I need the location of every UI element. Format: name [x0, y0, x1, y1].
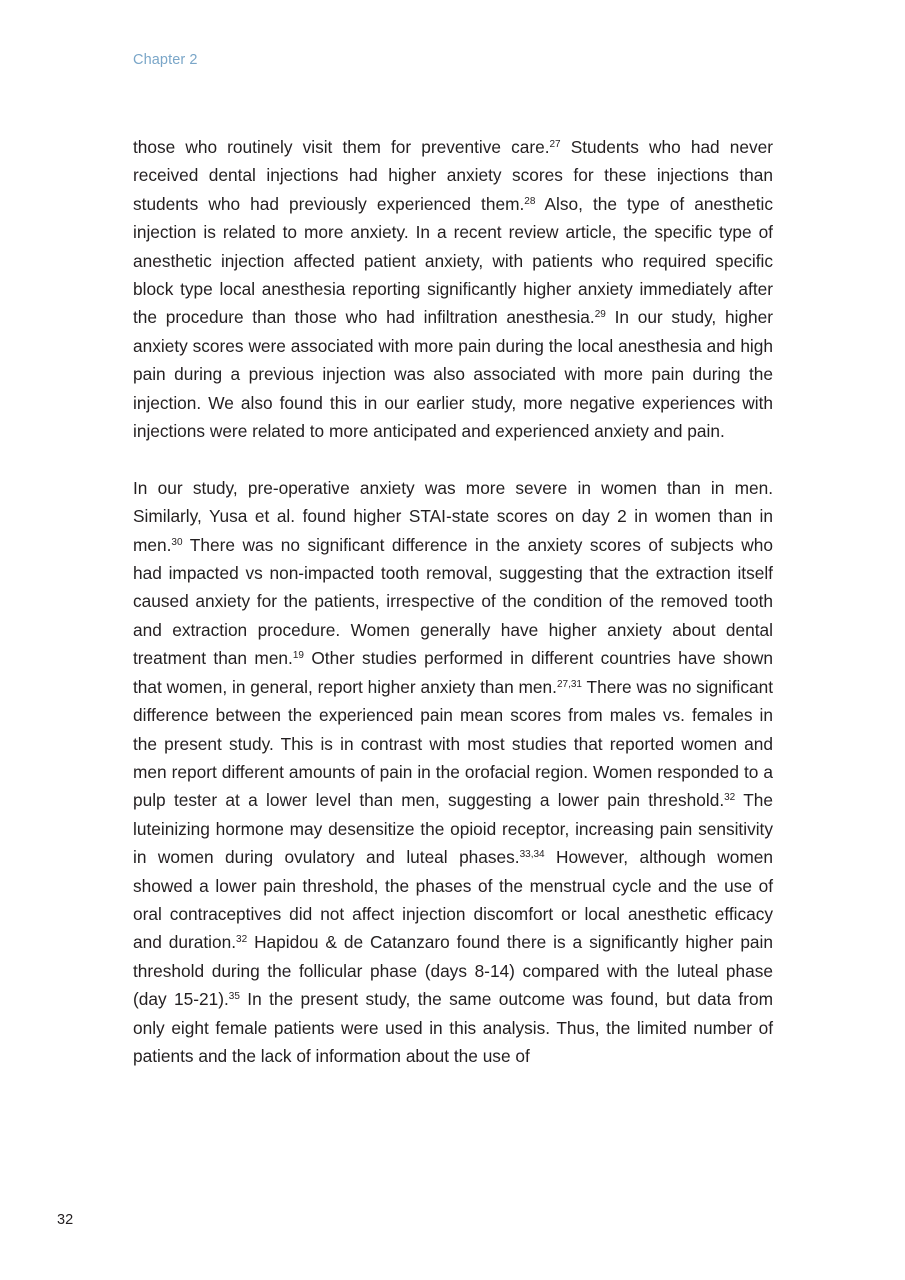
citation-superscript: 19: [292, 650, 304, 662]
citation-superscript: 30: [171, 536, 183, 548]
text-run: Other studies performed in different countries have shown that women, in general, report higher anxiety than men.: [133, 648, 773, 697]
citation-superscript: 29: [594, 309, 606, 321]
text-run: Hapidou & de Catanzaro found there is a significantly higher pain threshold during the follicular phase (days 8-14) compared with the luteal phase (day 15-21).: [133, 932, 773, 1010]
citation-superscript: 27,31: [556, 678, 582, 690]
page-number: 32: [57, 1212, 74, 1228]
text-run: There was no significant difference in the anxiety scores of subjects who had impacted vs non-impacted tooth removal, suggesting that the extraction itself caused anxiety for the patients, irrespective of the condition of the removed tooth and extraction procedure. Women generally have higher anxiety about dental treatment than men.: [133, 534, 773, 669]
running-header-chapter: Chapter 2: [133, 52, 198, 68]
text-run: However, although women showed a lower pain threshold, the phases of the menstrual cycle and the use of oral contraceptives did not affect injection discomfort or local anesthetic efficacy and duration.: [133, 847, 773, 953]
citation-superscript: 27: [549, 139, 561, 150]
text-run: In our study, pre-operative anxiety was more severe in women than in men. Similarly, Yusa et al. found higher STAI-state scores on day 2 in women than in men.: [133, 477, 773, 555]
text-run: There was no significant difference between the experienced pain mean scores from males vs. females in the present study. This is in contrast with most studies that reported women and men report different amounts of pain in the orofacial region. Women responded to a pulp tester at a lower level than men, suggesting a lower pain threshold.: [133, 676, 773, 811]
citation-superscript: 33,34: [519, 849, 545, 861]
paragraph: [133, 474, 773, 1071]
text-run: In the present study, the same outcome was found, but data from only eight female patients were used in this analysis. Thus, the limited number of patients and the lack of information about the use of: [133, 989, 773, 1066]
citation-superscript: 28: [524, 195, 536, 207]
body-text: [133, 133, 773, 1070]
citation-superscript: 32: [236, 934, 248, 946]
text-run: those who routinely visit them for preventive care.: [133, 137, 550, 157]
paragraph: [133, 133, 773, 445]
citation-superscript: 32: [724, 792, 736, 804]
citation-superscript: 35: [228, 991, 240, 1003]
text-run: Also, the type of anesthetic injection is related to more anxiety. In a recent review article, the specific type of anesthetic injection affected patient anxiety, with patients who required specific block type local anesthesia reporting significantly higher anxiety immediately after the procedure than those who had infiltration anesthesia.: [133, 193, 773, 328]
text-run: The luteinizing hormone may desensitize the opioid receptor, increasing pain sensitivity in women during ovulatory and luteal phases.: [133, 790, 773, 868]
text-run: Students who had never received dental injections had higher anxiety scores for these injections than students who had previously experienced them.: [133, 137, 774, 214]
text-run: In our study, higher anxiety scores were associated with more pain during the local anesthesia and high pain during a previous injection was also associated with more pain during the injection. We also found this in our earlier study, more negative experiences with injections were related to more anticipated and experienced anxiety and pain.: [133, 307, 773, 442]
